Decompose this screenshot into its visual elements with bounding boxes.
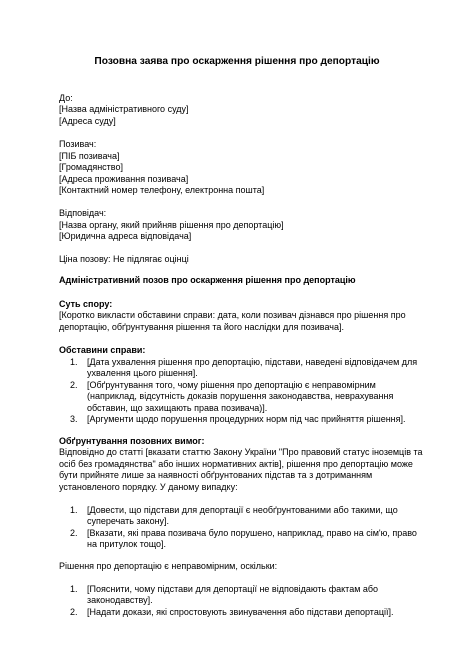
list-item-line: на притулок тощо]. bbox=[87, 539, 167, 549]
claim-heading: Адміністративний позов про оскарження рішення про депортацію bbox=[59, 275, 356, 285]
dispute-line: депортацію, обґрунтування рішення та його наслідки для позивача]. bbox=[59, 322, 344, 332]
list-number: 3. bbox=[70, 414, 78, 424]
list-item-line: [Довести, що підстави для депортації є необґрунтованими або такими, що bbox=[87, 505, 398, 515]
list-number: 2. bbox=[70, 380, 78, 390]
respondent-address: [Юридична адреса відповідача] bbox=[59, 231, 192, 241]
list-item-line: [Пояснити, чому підстави для депортації не відповідають фактам або bbox=[87, 584, 379, 594]
plaintiff-address: [Адреса проживання позивача] bbox=[59, 174, 189, 184]
dispute-line: [Коротко викласти обставини справи: дата, коли позивач дізнався про рішення про bbox=[59, 310, 406, 320]
list-item-line: [Вказати, які права позивача було порушено, наприклад, право на сім'ю, право bbox=[87, 528, 417, 538]
list-item-line: суперечать закону]. bbox=[87, 516, 170, 526]
to-label: До: bbox=[59, 93, 73, 103]
dispute-heading: Суть спору: bbox=[59, 299, 113, 309]
list-item-line: законодавству]. bbox=[87, 595, 153, 605]
list-number: 1. bbox=[70, 505, 78, 515]
grounds-line: бути прийняте лише за наявності обґрунтованих підстав та з дотриманням bbox=[59, 470, 373, 480]
respondent-label: Відповідач: bbox=[59, 208, 107, 218]
court-address: [Адреса суду] bbox=[59, 116, 116, 126]
list-item-line: (наприклад, відсутність доказів порушення законодавства, неврахування bbox=[87, 391, 394, 401]
plaintiff-name: [ПІБ позивача] bbox=[59, 151, 120, 161]
plaintiff-label: Позивач: bbox=[59, 139, 97, 149]
document-title: Позовна заява про оскарження рішення про депортацію bbox=[94, 56, 380, 67]
grounds-line: осіб без громадянства" або інших нормативних актів], рішення про депортацію може bbox=[59, 459, 413, 469]
grounds-line: установленого порядку. У даному випадку: bbox=[59, 482, 238, 492]
list-item-line: ухвалення цього рішення]. bbox=[87, 368, 198, 378]
plaintiff-citizenship: [Громадянство] bbox=[59, 162, 123, 172]
grounds-line: Відповідно до статті [вказати статтю Закону України "Про правовий статус іноземців та bbox=[59, 447, 423, 457]
list-item-line: обставин, що захищають права позивача)]. bbox=[87, 403, 268, 413]
list-number: 1. bbox=[70, 584, 78, 594]
list-number: 2. bbox=[70, 528, 78, 538]
unlawful-intro: Рішення про депортацію є неправомірним, оскільки: bbox=[59, 561, 278, 571]
grounds-heading: Обґрунтування позовних вимог: bbox=[59, 436, 205, 446]
respondent-name: [Назва органу, який прийняв рішення про депортацію] bbox=[59, 220, 284, 230]
claim-value: Ціна позову: Не підлягає оцінці bbox=[59, 254, 189, 264]
list-number: 2. bbox=[70, 607, 78, 617]
court-name: [Назва адміністративного суду] bbox=[59, 104, 189, 114]
list-number: 1. bbox=[70, 357, 78, 367]
list-item-line: [Аргументи щодо порушення процедурних норм під час прийняття рішення]. bbox=[87, 414, 406, 424]
circumstances-heading: Обставини справи: bbox=[59, 345, 146, 355]
plaintiff-contacts: [Контактний номер телефону, електронна пошта] bbox=[59, 185, 265, 195]
list-item-line: [Надати докази, які спростовують звинувачення або підстави депортації]. bbox=[87, 607, 394, 617]
list-item-line: [Обґрунтування того, чому рішення про депортацію є неправомірним bbox=[87, 380, 376, 390]
list-item-line: [Дата ухвалення рішення про депортацію, підстави, наведені відповідачем для bbox=[87, 357, 418, 367]
